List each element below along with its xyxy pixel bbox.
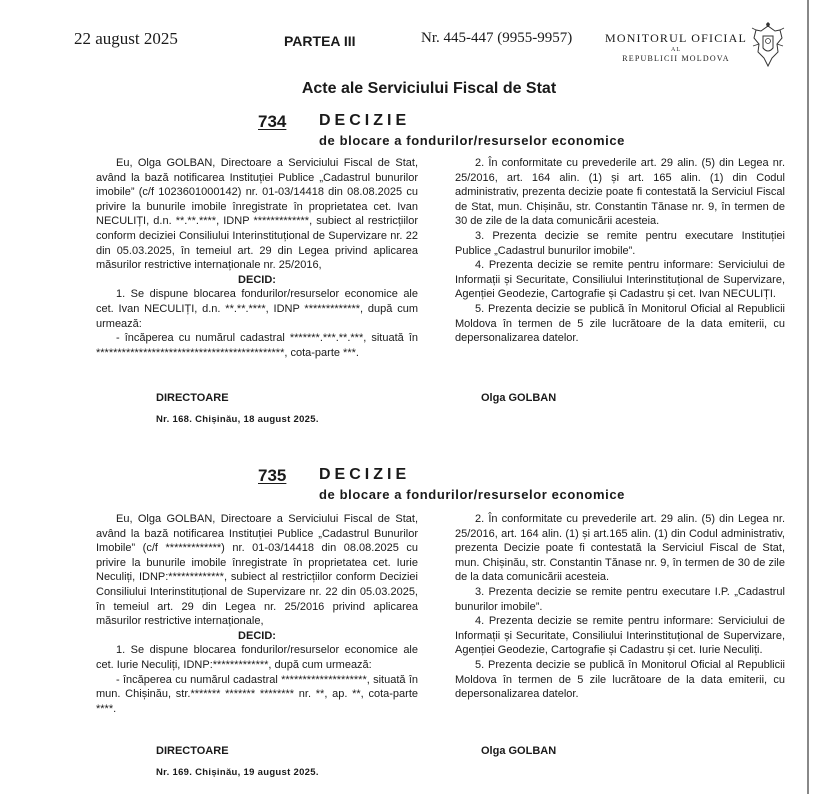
decision-preamble: Eu, Olga GOLBAN, Directoare a Serviciului Fiscal de Stat, având la bază notificarea Instituției Publice „Cadastrul bunurilor imobile” (c/f 1023601000142) nr. 01-03/14418 din 08.08.2025 cu privire la bunurile imobile înregistrate în proprietatea cet. Ivan NECULIȚI, d.n. **.**.****, IDNP *************, subiect al restricțiilor conform deciziei Consiliului Interinstituțional de Supervizare nr. 22 din 05.03.2025, în temeiul art. 29 din Legea privind aplicarea măsurilor restrictive internaționale nr. 25/2016, bbox=[96, 157, 418, 272]
decision-point-2: 2. În conformitate cu prevederile art. 29 alin. (5) din Legea nr. 25/2016, art. 164 alin. (1) și art. 165 alin. (1) din Codul administrativ, prezenta decizie poate fi contestată la Serviciul Fiscal de Stat, mun. Chișinău, str. Constantin Tănase nr. 9, în termen de 30 de zile de la data comunicării acesteia. bbox=[455, 157, 785, 228]
decision-point-4: 4. Prezenta decizie se remite pentru informare: Serviciului de Informații și Securitate, Consiliului Interinstituțional de Supervizare, Agenției Geodezie, Cartografie și Cadastru și cet. Ivan NECULIȚI. bbox=[455, 259, 785, 301]
signatory-title: DIRECTOARE bbox=[156, 392, 229, 404]
header-part: PARTEA III bbox=[284, 33, 356, 49]
publication-name-line1: MONITORUL OFICIAL bbox=[604, 31, 748, 45]
publication-name-line3: REPUBLICII MOLDOVA bbox=[622, 54, 730, 63]
decision-footnote: Nr. 168. Chișinău, 18 august 2025. bbox=[156, 414, 319, 425]
decision-footnote: Nr. 169. Chișinău, 19 august 2025. bbox=[156, 767, 319, 778]
decision-number: 734 bbox=[258, 112, 287, 131]
decision-subtitle: de blocare a fondurilor/resurselor economice bbox=[319, 133, 625, 148]
decision-point-2: 2. În conformitate cu prevederile art. 29 alin. (5) din Legea nr. 25/2016, art. 164 alin. (1) și art.165 alin. (1) din Codul administrativ, prezenta Decizie poate fi contestată la Serviciul Fiscal de Stat, mun. Chișinău, str. Constantin Tănase nr. 9, în termen de 30 de zile de la data comunicării acesteia. bbox=[455, 513, 785, 584]
decision-number: 735 bbox=[258, 466, 287, 485]
section-title: Acte ale Serviciului Fiscal de Stat bbox=[301, 80, 557, 97]
decision-point-1: 1. Se dispune blocarea fondurilor/resurselor economice ale cet. Iurie Neculiți, IDNP:*************, după cum urmează: bbox=[96, 644, 418, 671]
decision-point-5: 5. Prezenta decizie se publică în Monitorul Oficial al Republicii Moldova în termen de 5 zile lucrătoare de la data emiterii, cu depersonalizarea datelor. bbox=[455, 658, 785, 701]
decision-point-3: 3. Prezenta decizie se remite pentru executare Instituției Publice „Cadastrul bunurilor imobile”. bbox=[455, 229, 785, 257]
decid-heading: DECID: bbox=[238, 629, 276, 642]
decision-point-1: 1. Se dispune blocarea fondurilor/resurselor economice ale cet. Ivan NECULIȚI, d.n. **.**.****, IDNP *************, după cum urmează: bbox=[96, 288, 418, 330]
decision-point-3: 3. Prezenta decizie se remite pentru executare I.P. „Cadastrul bunurilor imobile”. bbox=[455, 585, 785, 613]
decision-right-column bbox=[455, 156, 785, 346]
decision-title: DECIZIE bbox=[319, 466, 411, 483]
decid-heading: DECID: bbox=[238, 273, 276, 286]
signatory-name: Olga GOLBAN bbox=[481, 392, 557, 404]
decision-title: DECIZIE bbox=[319, 112, 411, 129]
decision-left-column bbox=[96, 156, 418, 360]
decision-subtitle: de blocare a fondurilor/resurselor economice bbox=[319, 487, 625, 502]
header-publication-name bbox=[604, 31, 748, 63]
decision-point-1-item: - încăperea cu numărul cadastral *******.***.**.***, situată în ********************************************, cota-parte ***. bbox=[96, 332, 418, 359]
decision-right-column bbox=[455, 512, 785, 702]
signatory-name: Olga GOLBAN bbox=[481, 745, 557, 757]
header-date: 22 august 2025 bbox=[74, 29, 178, 48]
decision-preamble: Eu, Olga GOLBAN, Directoare a Serviciului Fiscal de Stat, având la bază notificarea Instituției Publice „Cadastrul Bunurilor Imobile” (c/f *************) nr. 01-03/14418 din 08.08.2025 cu privire la bunurile imobile înregistrate în proprietatea cet. Iurie Neculiți, IDNP:*************, subiect al restricțiilor conform Deciziei Consiliului Interinstituțional de Supervizare nr. 22 din 05.03.2025, în temeiul art. 29 din Legea nr. 25/2016 privind aplicarea măsurilor restrictive internaționale, bbox=[96, 513, 418, 628]
decision-point-4: 4. Prezenta decizie se remite pentru informare: Serviciului de Informații și Securitate, Consiliului Interinstituțional de Supervizare, Agenției Geodezie, Cartografie și Cadastru și cet. Iurie Neculiți. bbox=[455, 615, 785, 657]
signatory-title: DIRECTOARE bbox=[156, 745, 229, 757]
header-issue-number: Nr. 445-447 (9955-9957) bbox=[421, 30, 573, 46]
decision-point-5: 5. Prezenta decizie se publică în Monitorul Oficial al Republicii Moldova în termen de 5 zile lucrătoare de la data emiterii, cu depersonalizarea datelor. bbox=[455, 302, 785, 345]
page-edge-line bbox=[807, 0, 809, 794]
decision-left-column bbox=[96, 512, 418, 716]
decision-point-1-item: - încăperea cu numărul cadastral ********************, situată în mun. Chișinău, str.******* ******* ******** nr. **, ap. **, cota-parte ****. bbox=[96, 673, 418, 715]
coat-of-arms-icon bbox=[750, 22, 786, 70]
page-header bbox=[0, 0, 816, 63]
publication-name-line2: AL bbox=[671, 47, 681, 53]
